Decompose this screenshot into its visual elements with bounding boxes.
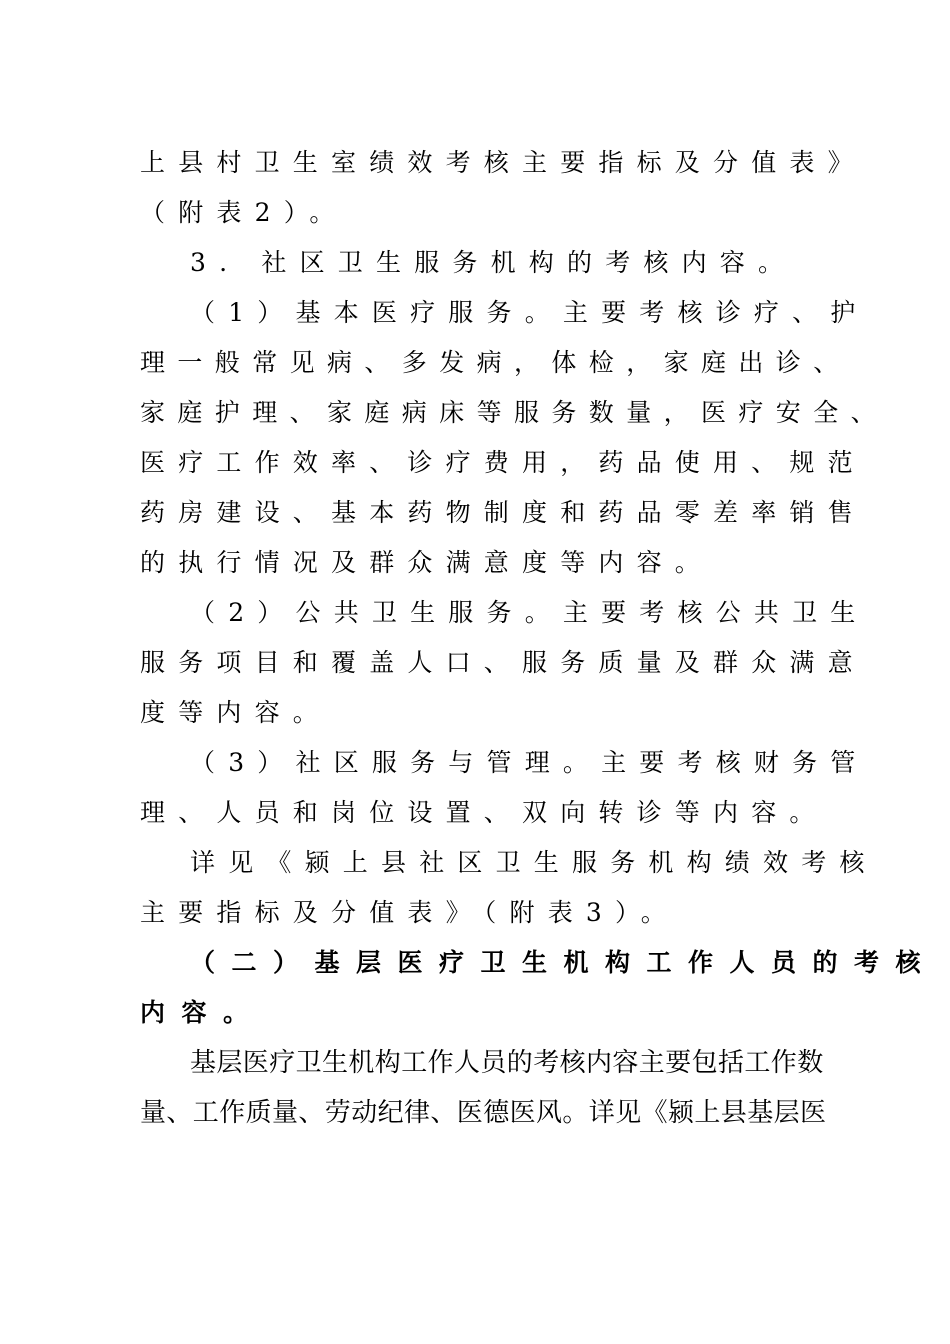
paragraph-line: 上县村卫生室绩效考核主要指标及分值表》	[140, 148, 866, 177]
paragraph-line: （1）基本医疗服务。主要考核诊疗、护	[190, 298, 869, 327]
paragraph-line: （2）公共卫生服务。主要考核公共卫生	[190, 598, 869, 627]
section-heading-3: 3. 社区卫生服务机构的考核内容。	[190, 248, 797, 277]
paragraph-line: 家庭护理、家庭病床等服务数量，医疗安全、	[140, 398, 889, 427]
paragraph-line: 医疗工作效率、诊疗费用，药品使用、规范	[140, 448, 866, 477]
paragraph-line: 服务项目和覆盖人口、服务质量及群众满意	[140, 648, 866, 677]
paragraph-line: 理、人员和岗位设置、双向转诊等内容。	[140, 798, 828, 827]
paragraph-line: 的执行情况及群众满意度等内容。	[140, 548, 714, 577]
paragraph-line: 理一般常见病、多发病，体检，家庭出诊、	[140, 348, 851, 377]
paragraph-line: （附表2）。	[140, 198, 348, 227]
section-heading-2-cont: 内容。	[140, 998, 265, 1027]
paragraph-line: 详见《颍上县社区卫生服务机构绩效考核	[190, 848, 878, 877]
paragraph-line: 主要指标及分值表》（附表3）。	[140, 898, 679, 927]
section-heading-2: （二）基层医疗卫生机构工作人员的考核	[190, 948, 938, 977]
paragraph-line: 基层医疗卫生机构工作人员的考核内容主要包括工作数	[190, 1048, 824, 1078]
paragraph-line: 药房建设、基本药物制度和药品零差率销售	[140, 498, 866, 527]
paragraph-line: （3）社区服务与管理。主要考核财务管	[190, 748, 869, 777]
paragraph-line: 度等内容。	[140, 698, 332, 727]
paragraph-line: 量、工作质量、劳动纪律、医德医风。详见《颍上县基层医	[140, 1098, 827, 1128]
